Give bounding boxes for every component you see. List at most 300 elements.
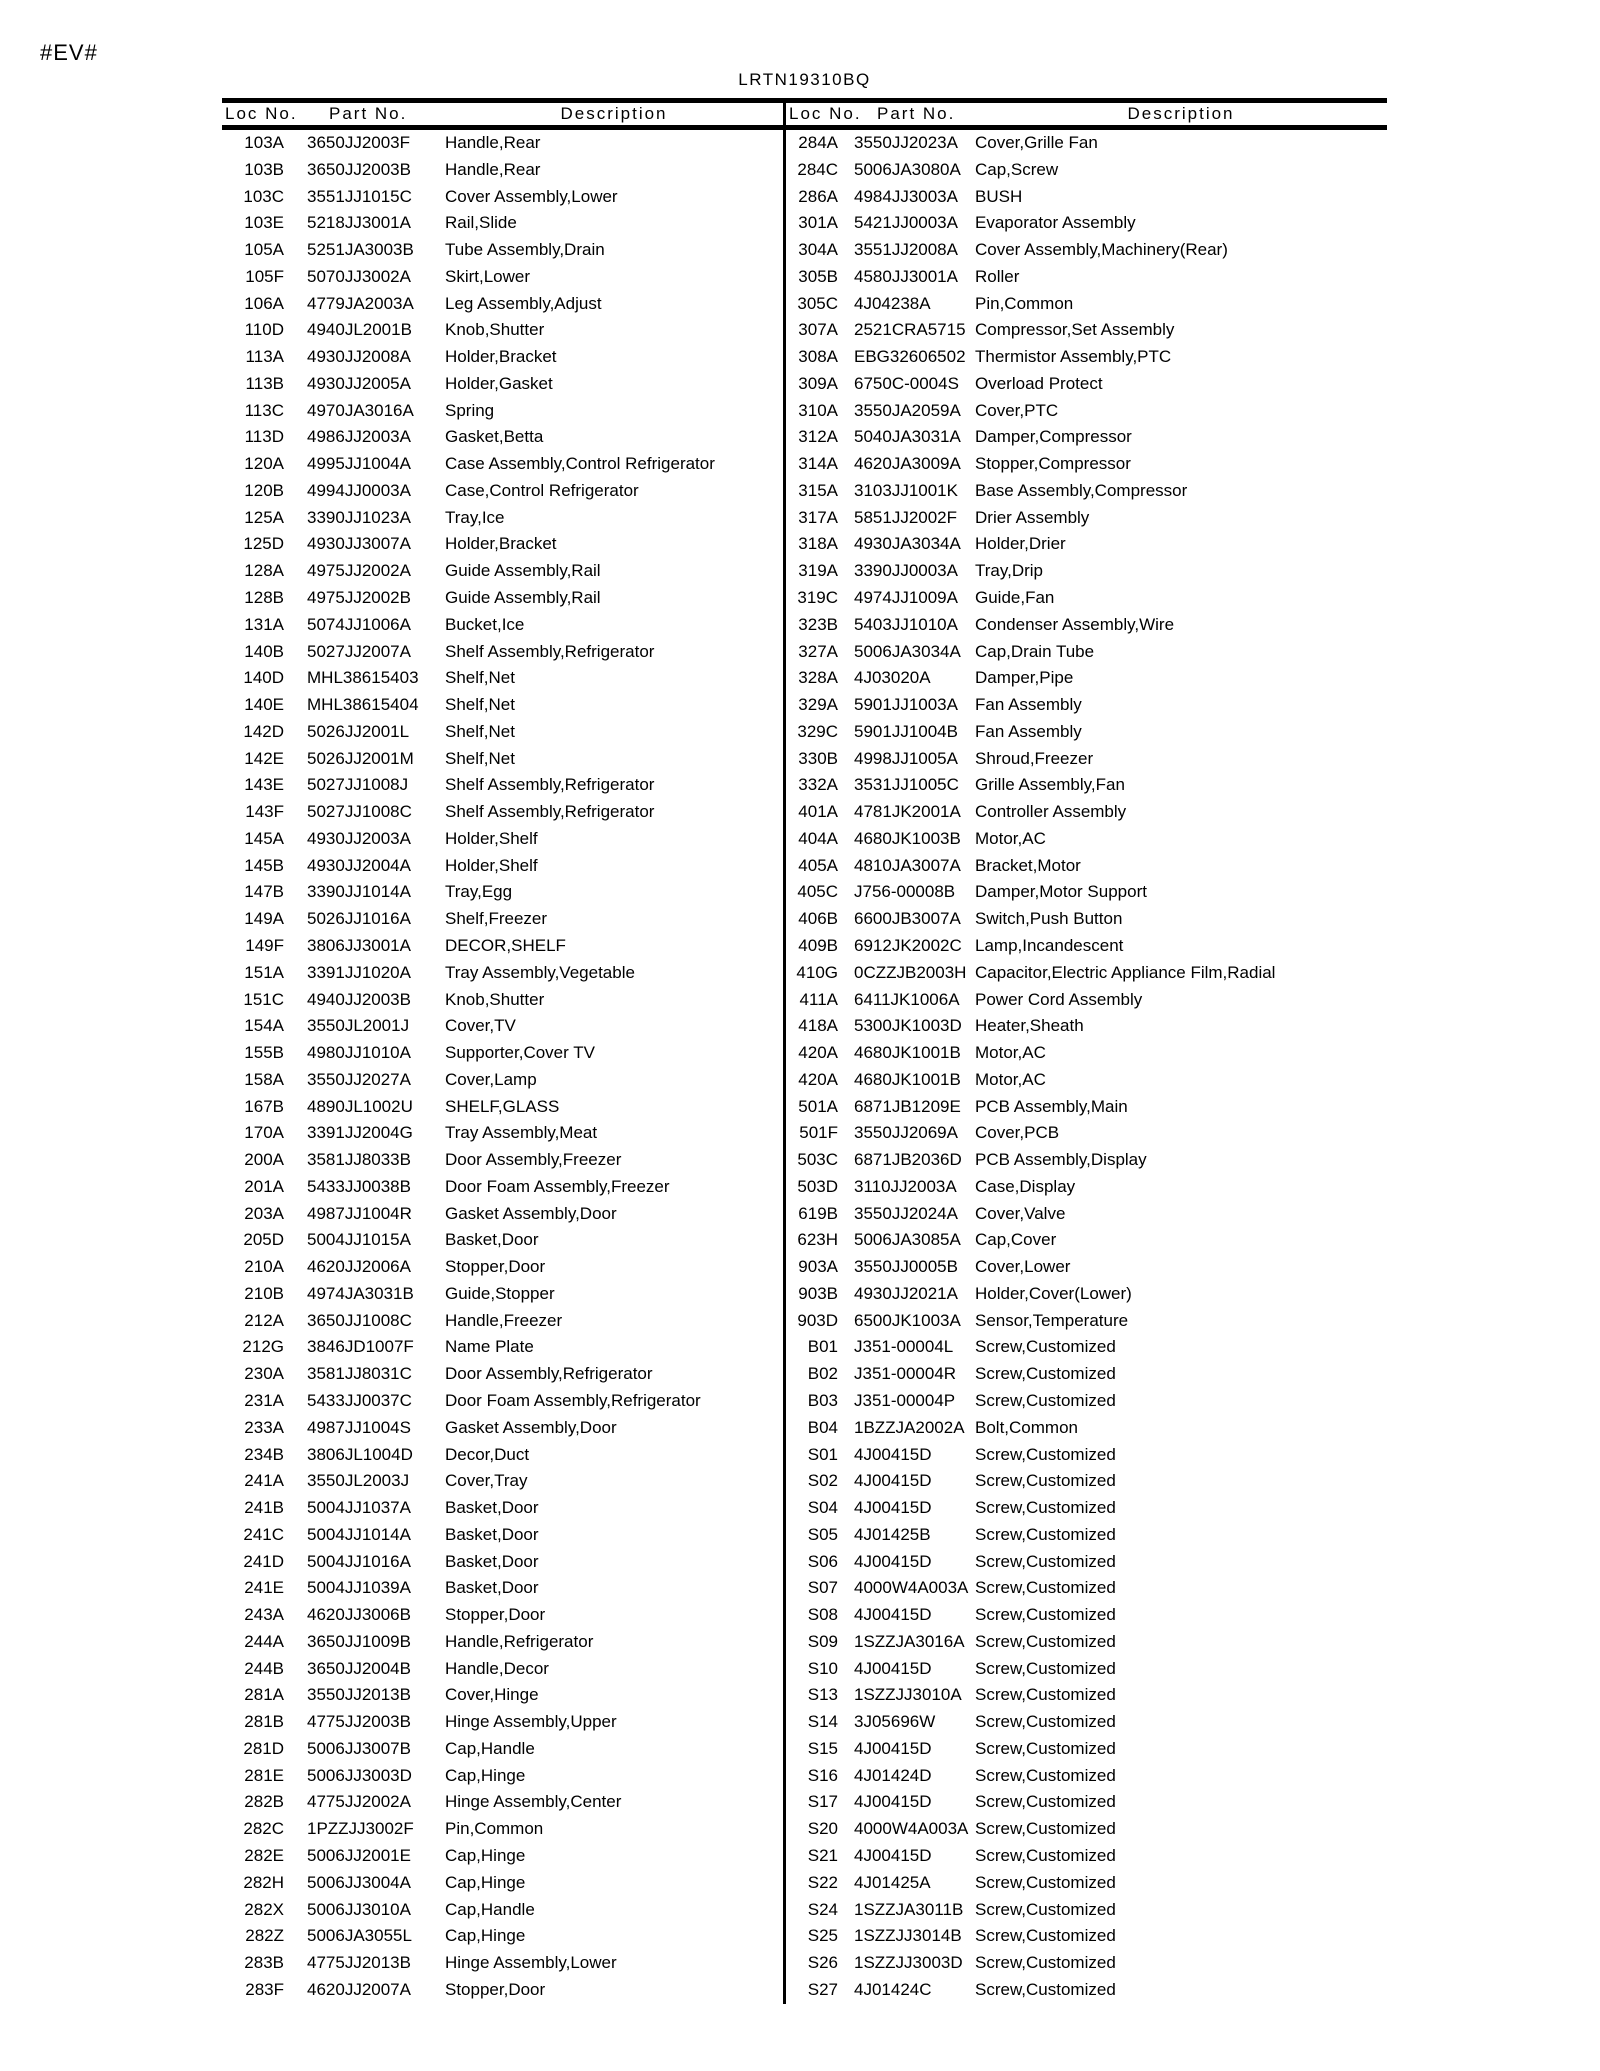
table-row [786,1013,1387,1040]
table-row [222,692,783,719]
description: Basket,Door [445,1230,539,1250]
loc-no: 307A [798,320,838,340]
part-no: 4779JA2003A [307,293,414,313]
loc-no: 332A [798,775,838,795]
description: Cap,Handle [445,1738,535,1758]
header-description: Description [560,104,668,123]
loc-no: S21 [807,1846,838,1865]
loc-no: 125A [244,507,284,527]
part-no: 5004JJ1016A [307,1551,411,1571]
part-no: 4995JJ1004A [307,454,411,474]
description: Cover,TV [445,1016,516,1036]
description: Stopper,Door [445,1605,546,1625]
part-no: 6411JK1006A [854,989,960,1009]
loc-no: 140B [244,641,284,661]
part-no: 4810JA3007A [854,855,961,875]
part-no: 5004JJ1014A [307,1524,411,1544]
part-no: 3391JJ1020A [307,962,411,982]
part-no: 4J00415D [854,1498,932,1518]
description: Shelf Assembly,Refrigerator [445,641,655,661]
loc-no: 244B [244,1658,284,1678]
loc-no: 230A [244,1364,284,1384]
part-no: 2521CRA5715 [854,320,966,340]
loc-no: 314A [798,454,838,474]
table-row [222,853,783,880]
part-no: 5027JJ1008C [307,802,412,822]
loc-no: 149F [245,935,284,955]
part-no: 5218JJ3001A [307,213,411,233]
description: Screw,Customized [975,1658,1116,1678]
loc-no: 301A [798,213,838,233]
description: Pin,Common [445,1819,544,1839]
loc-no: 212A [244,1310,284,1330]
table-row [786,1897,1387,1924]
table-row [786,398,1387,425]
table-row [786,1201,1387,1228]
table-row [786,1816,1387,1843]
table-body-left [222,130,783,2004]
part-no: 4680JK1003B [854,828,961,848]
description: Door Assembly,Refrigerator [445,1364,653,1384]
part-no: 6600JB3007A [854,909,961,929]
description: Handle,Freezer [445,1310,563,1330]
part-no: 4J03020A [854,668,931,688]
description: Screw,Customized [975,1390,1116,1410]
loc-no: 406B [798,909,838,929]
description: Stopper,Door [445,1257,546,1277]
description: Screw,Customized [975,1337,1116,1357]
description: Screw,Customized [975,1444,1116,1464]
loc-no: 330B [798,748,838,768]
table-row [786,424,1387,451]
loc-no: 323B [798,614,838,634]
page-corner-mark: #EV# [40,40,98,65]
part-no: 5027JJ1008J [307,775,409,795]
part-no: 4J04238A [854,293,931,313]
description: BUSH [975,186,1023,206]
part-no: 3550JJ2027A [307,1069,411,1089]
description: Lamp,Incandescent [975,935,1124,955]
part-no: 1SZZJJ3003D [854,1953,963,1973]
loc-no: 409B [798,935,838,955]
table-row [786,1789,1387,1816]
loc-no: 113C [244,400,284,420]
parts-table [222,98,1387,2004]
loc-no: 405A [798,855,838,875]
loc-no: 903B [798,1283,838,1303]
description: Cover,Hinge [445,1685,539,1705]
part-no: 5074JJ1006A [307,614,411,634]
loc-no: S04 [807,1498,838,1518]
description: Rail,Slide [445,213,517,233]
table-row [222,478,783,505]
loc-no: 241E [244,1578,284,1598]
loc-no: 210B [244,1283,284,1303]
loc-no: 310A [798,400,838,420]
part-no: 5421JJ0003A [854,213,958,233]
loc-no: 103E [244,213,284,233]
table-row [786,558,1387,585]
table-row [222,371,783,398]
table-row [786,879,1387,906]
description: PCB Assembly,Main [975,1096,1128,1116]
part-no: MHL38615404 [307,695,419,715]
table-row [786,906,1387,933]
description: Power Cord Assembly [975,989,1143,1009]
description: Cover Assembly,Lower [445,186,618,206]
table-row [222,1040,783,1067]
header-part-no: Part No. [877,104,956,123]
table-row [222,451,783,478]
description: Hinge Assembly,Upper [445,1712,617,1732]
part-no: 5070JJ3002A [307,266,411,286]
description: Case,Display [975,1176,1076,1196]
table-row [222,1094,783,1121]
description: Handle,Decor [445,1658,549,1678]
loc-no: S02 [807,1471,838,1491]
description: Cover Assembly,Machinery(Rear) [975,240,1228,260]
part-no: J756-00008B [854,882,956,902]
description: Holder,Bracket [445,534,557,554]
description: Guide,Stopper [445,1283,555,1303]
table-row [786,1147,1387,1174]
loc-no: S08 [807,1605,838,1625]
table-row [786,1067,1387,1094]
loc-no: 203A [244,1203,284,1223]
description: Screw,Customized [975,1498,1116,1518]
part-no: 3390JJ1023A [307,507,411,527]
loc-no: 147B [244,882,284,902]
loc-no: S26 [807,1953,838,1973]
description: Damper,Pipe [975,668,1074,688]
part-no: 1SZZJJ3014B [854,1926,962,1946]
description: Door Assembly,Freezer [445,1150,622,1170]
loc-no: 110D [244,320,284,340]
table-row [222,612,783,639]
loc-no: 328A [798,668,838,688]
part-no: 3550JL2003J [307,1471,410,1491]
description: Screw,Customized [975,1819,1116,1839]
table-row [222,1120,783,1147]
loc-no: 170A [244,1123,284,1143]
part-no: 6871JB1209E [854,1096,961,1116]
part-no: 1SZZJA3011B [854,1899,964,1919]
table-row [222,585,783,612]
loc-no: 405C [797,882,838,902]
loc-no: 200A [244,1150,284,1170]
description: Screw,Customized [975,1899,1116,1919]
loc-no: 120B [244,480,284,500]
table-row [786,1629,1387,1656]
description: Basket,Door [445,1578,539,1598]
description: Controller Assembly [975,802,1127,822]
loc-no: 282X [244,1899,284,1919]
description: Decor,Duct [445,1444,530,1464]
description: Cap,Handle [445,1899,535,1919]
part-no: 4775JJ2013B [307,1953,411,1973]
description: Compressor,Set Assembly [975,320,1175,340]
part-no: 5026JJ2001L [307,721,410,741]
table-row [786,1174,1387,1201]
description: Spring [445,400,495,420]
loc-no: 903A [798,1257,838,1277]
description: Heater,Sheath [975,1016,1084,1036]
part-no: 3110JJ2003A [854,1176,957,1196]
description: Basket,Door [445,1551,539,1571]
loc-no: 281D [243,1738,284,1758]
table-row [786,317,1387,344]
part-no: 4987JJ1004S [307,1417,411,1437]
loc-no: 106A [244,293,284,313]
table-row [222,1334,783,1361]
table-row [786,505,1387,532]
table-row [786,1870,1387,1897]
description: Basket,Door [445,1498,539,1518]
loc-no: S16 [807,1765,838,1785]
part-no: 3581JJ8033B [307,1150,411,1170]
table-row [222,1709,783,1736]
loc-no: 103A [244,133,284,152]
description: Screw,Customized [975,1979,1116,1999]
description: Screw,Customized [975,1551,1116,1571]
part-no: 3531JJ1005C [854,775,959,795]
table-row [786,826,1387,853]
description: Pin,Common [975,293,1074,313]
description: Holder,Cover(Lower) [975,1283,1132,1303]
part-no: 3550JJ2013B [307,1685,411,1705]
table-row [786,210,1387,237]
table-row [786,1977,1387,2004]
loc-no: 283B [244,1953,284,1973]
description: Bolt,Common [975,1417,1078,1437]
table-row [222,906,783,933]
description: Case Assembly,Control Refrigerator [445,454,715,474]
table-row [222,1495,783,1522]
part-no: 4930JJ2021A [854,1283,958,1303]
description: Bracket,Motor [975,855,1081,875]
table-row [222,1308,783,1335]
description: Tray Assembly,Vegetable [445,962,635,982]
part-no: 5851JJ2002F [854,507,958,527]
loc-no: S01 [807,1444,838,1464]
loc-no: 284A [798,133,838,152]
description: Screw,Customized [975,1926,1116,1946]
description: Handle,Rear [445,159,541,179]
description: Screw,Customized [975,1792,1116,1812]
table-row [222,639,783,666]
loc-no: 145A [244,828,284,848]
table-row [222,1789,783,1816]
loc-no: S06 [807,1551,838,1571]
part-no: 4775JJ2003B [307,1712,411,1732]
loc-no: 120A [244,454,284,474]
part-no: 3J05696W [854,1712,936,1732]
description: Hinge Assembly,Lower [445,1953,617,1973]
table-row [222,1870,783,1897]
description: Damper,Motor Support [975,882,1147,902]
description: Drier Assembly [975,507,1090,527]
part-no: 6871JB2036D [854,1150,962,1170]
part-no: 4998JJ1005A [854,748,958,768]
description: Tube Assembly,Drain [445,240,605,260]
table-row [222,826,783,853]
table-row [222,1682,783,1709]
loc-no: 140E [244,695,284,715]
loc-no: 623H [797,1230,838,1250]
part-no: 5006JA3085A [854,1230,961,1250]
loc-no: S14 [807,1712,838,1732]
description: Evaporator Assembly [975,213,1136,233]
part-no: 5251JA3003B [307,240,414,260]
loc-no: 281E [244,1765,284,1785]
loc-no: 143F [245,802,284,822]
part-no: MHL38615403 [307,668,419,688]
table-row [786,1227,1387,1254]
loc-no: 282H [243,1872,284,1892]
description: Basket,Door [445,1524,539,1544]
part-no: 4620JA3009A [854,454,961,474]
part-no: 5433JJ0037C [307,1390,412,1410]
description: Cover,Tray [445,1471,528,1491]
part-no: 4994JJ0003A [307,480,411,500]
table-row [222,1816,783,1843]
part-no: 3550JJ0005B [854,1257,958,1277]
table-row [786,772,1387,799]
part-no: 4620JJ2006A [307,1257,411,1277]
part-no: 4J01424D [854,1765,932,1785]
table-row [222,1575,783,1602]
loc-no: 282E [244,1846,284,1865]
part-no: 6912JK2002C [854,935,962,955]
description: Holder,Gasket [445,373,553,393]
description: Cap,Hinge [445,1765,526,1785]
description: Screw,Customized [975,1738,1116,1758]
part-no: 4680JK1001B [854,1043,961,1063]
loc-no: 105F [245,266,284,286]
description: Shelf,Freezer [445,909,548,929]
part-no: 4620JJ3006B [307,1605,411,1625]
description: Knob,Shutter [445,989,545,1009]
loc-no: 158A [244,1069,284,1089]
loc-no: 233A [244,1417,284,1437]
table-row [786,692,1387,719]
page-title: LRTN19310BQ [738,70,871,89]
description: Motor,AC [975,1043,1046,1063]
part-no: 3550JJ2023A [854,133,958,152]
loc-no: 243A [244,1605,284,1625]
description: Guide Assembly,Rail [445,588,601,608]
part-no: 4930JJ2008A [307,347,411,367]
description: Name Plate [445,1337,534,1357]
table-row [786,1281,1387,1308]
description: Door Foam Assembly,Freezer [445,1176,670,1196]
table-row [222,1736,783,1763]
part-no: 4930JJ2005A [307,373,411,393]
loc-no: 284C [797,159,838,179]
part-no: 4J00415D [854,1471,932,1491]
table-body-right [786,130,1387,2004]
table-row [786,987,1387,1014]
loc-no: 231A [244,1390,284,1410]
description: Cap,Hinge [445,1926,526,1946]
part-no: 4J01425B [854,1524,931,1544]
table-header-left [222,98,783,130]
part-no: 3650JJ1009B [307,1631,411,1651]
loc-no: 103B [244,159,284,179]
table-row [786,1468,1387,1495]
table-row [222,799,783,826]
table-row [786,1950,1387,1977]
description: Stopper,Door [445,1979,546,1999]
part-no: 1SZZJA3016A [854,1631,965,1651]
table-row [222,933,783,960]
loc-no: 113D [244,427,284,447]
table-row [786,1334,1387,1361]
loc-no: 903D [797,1310,838,1330]
table-row [222,1977,783,2004]
loc-no: 304A [798,240,838,260]
table-row [786,1415,1387,1442]
loc-no: S09 [807,1631,838,1651]
part-no: 4580JJ3001A [854,266,958,286]
table-row [222,1897,783,1924]
loc-no: 113A [245,347,284,367]
table-row [786,853,1387,880]
loc-no: 501A [798,1096,838,1116]
part-no: J351-00004L [854,1337,954,1357]
part-no: 3650JJ2003F [307,133,411,152]
part-no: 4987JJ1004R [307,1203,412,1223]
part-no: 5004JJ1015A [307,1230,411,1250]
table-row [786,1094,1387,1121]
part-no: 6500JK1003A [854,1310,961,1330]
description: Shroud,Freezer [975,748,1094,768]
description: DECOR,SHELF [445,935,566,955]
description: Screw,Customized [975,1524,1116,1544]
description: Base Assembly,Compressor [975,480,1188,500]
table-row [222,531,783,558]
table-row [222,665,783,692]
table-row [786,1602,1387,1629]
description: Sensor,Temperature [975,1310,1129,1330]
part-no: 4J00415D [854,1444,932,1464]
table-row [786,184,1387,211]
part-no: 4975JJ2002B [307,588,411,608]
table-row [786,478,1387,505]
loc-no: S15 [807,1738,838,1758]
loc-no: 131A [244,614,284,634]
loc-no: 319C [797,588,838,608]
table-header-right [786,98,1387,130]
description: Fan Assembly [975,695,1082,715]
description: Damper,Compressor [975,427,1132,447]
description: Screw,Customized [975,1765,1116,1785]
loc-no: 125D [243,534,284,554]
description: Screw,Customized [975,1685,1116,1705]
table-row [786,531,1387,558]
description: Shelf Assembly,Refrigerator [445,802,655,822]
part-no: 5006JJ3010A [307,1899,411,1919]
loc-no: 241A [244,1471,284,1491]
description: Screw,Customized [975,1605,1116,1625]
part-no: 4J01425A [854,1872,931,1892]
part-no: 3846JD1007F [307,1337,414,1357]
description: Shelf,Net [445,695,515,715]
table-row [786,264,1387,291]
description: Motor,AC [975,828,1046,848]
part-no: 5006JA3055L [307,1926,412,1946]
part-no: 5006JA3034A [854,641,961,661]
